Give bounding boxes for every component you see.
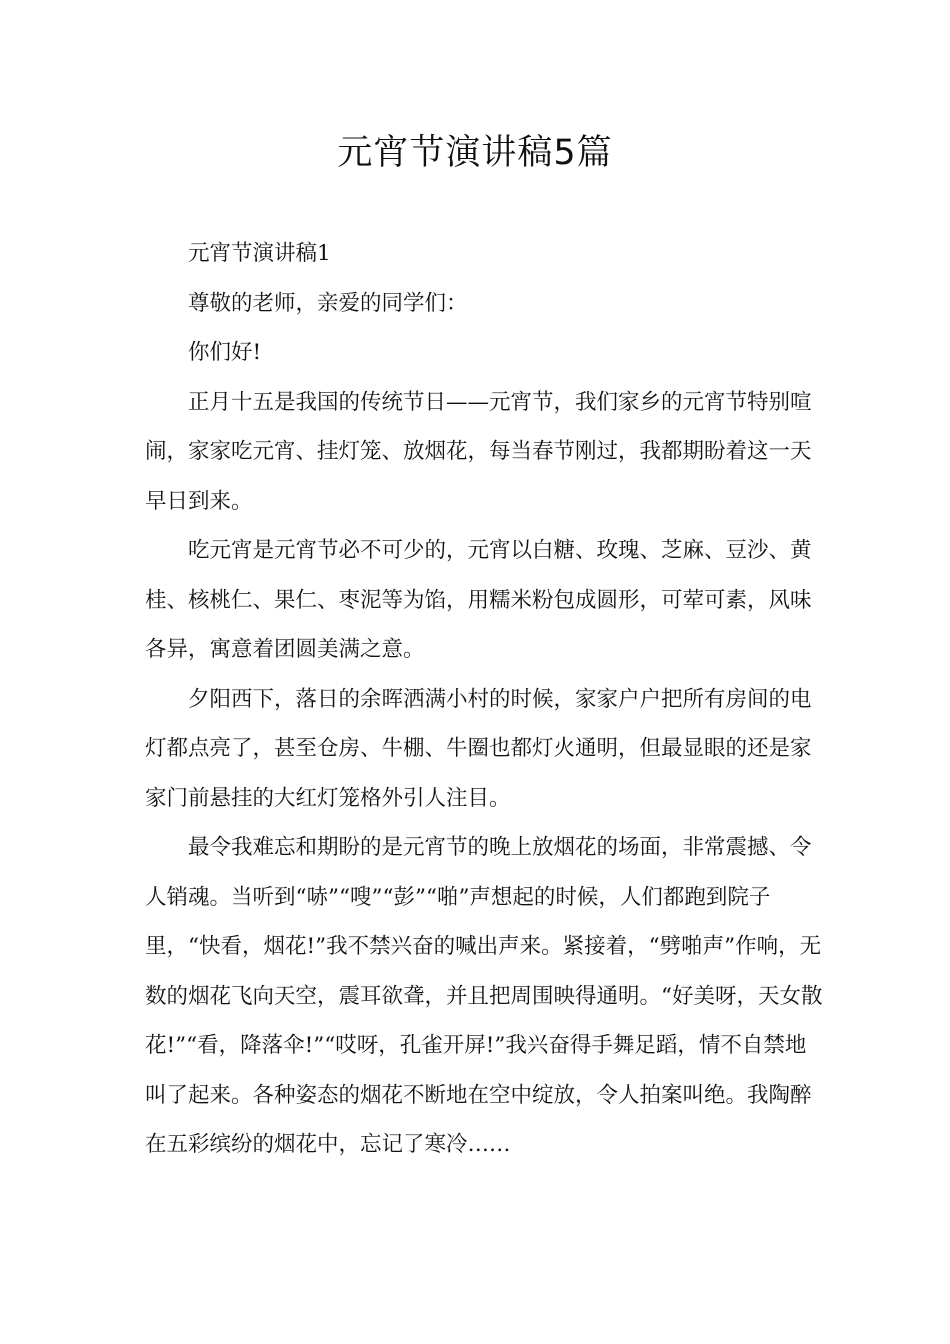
paragraph-greeting: 你们好! [188,340,262,365]
paragraph-lanterns: 夕阳西下，落日的余晖洒满小村的时候，家家户户把所有房间的电灯都点亮了，甚至仓房、牛棚、牛圈也都灯火通明，但最显眼的还是家家门前悬挂的大红灯笼格外引人注目。 [145,686,812,811]
paragraph-salutation: 尊敬的老师，亲爱的同学们： [188,290,468,316]
document-title: 元宵节演讲稿5篇 [337,133,613,173]
paragraph-festival-intro: 正月十五是我国的传统节日——元宵节，我们家乡的元宵节特别喧闹，家家吃元宵、挂灯笼、放烟花，每当春节刚过，我都期盼着这一天早日到来。 [145,389,812,514]
paragraph-heading: 元宵节演讲稿1 [188,241,331,266]
paragraph-yuanxiao-food: 吃元宵是元宵节必不可少的，元宵以白糖、玫瑰、芝麻、豆沙、黄桂、核桃仁、果仁、枣泥等为馅，用糯米粉包成圆形，可荤可素，风味各异，寓意着团圆美满之意。 [145,538,812,662]
paragraph-fireworks: 最令我难忘和期盼的是元宵节的晚上放烟花的场面，非常震撼、令人销魂。当听到“哧”“嗖”“彭”“啪”声想起的时候，人们都跑到院子里，“快看，烟花!”我不禁兴奋的喊出声来。紧接着，“劈啪声”作响，无数的烟花飞向天空，震耳欲聋，并且把周围映得通明。“好美呀，天女散花!”“看，降落伞!”“哎呀，孔雀开屏!”我兴奋得手舞足蹈，情不自禁地叫了起来。各种姿态的烟花不断地在空中绽放，令人拍案叫绝。我陶醉在五彩缤纷的烟花中，忘记了寒冷…… [145,835,823,1157]
document-body [145,229,825,1170]
